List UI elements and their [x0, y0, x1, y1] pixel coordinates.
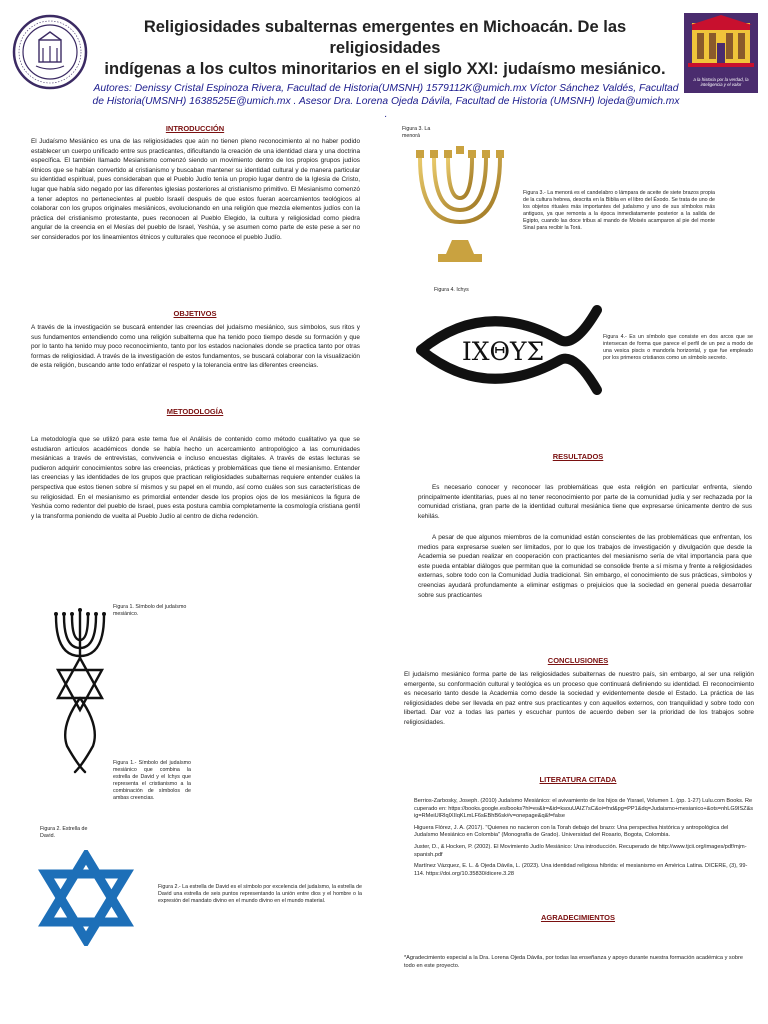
- figure2-caption: Figura 2.- La estrella de David es el símbolo por excelencia del judaísmo, la estrella de David una estrella de seis puntos representando la unión entre dios y el hombre o la expresión del mandato divino en el mundo divino en el mundo material.: [158, 884, 362, 904]
- objetivos-heading: OBJETIVOS: [173, 309, 217, 318]
- resultados-p2: A pesar de que algunos miembros de la comunidad están conscientes de las problemáticas que enfrentan, los medios para expresarse suelen ser limitados, por lo que los trabajos de investigación y divulgación que desde la Academia se puedan realizar en cooperación con practicantes del mesianismo sería de vital importancia para que este pueda entablar diálogos que permitan que la comunidad se consolide frente a sí misma y frente a religiosidades externas, sobre todo con la Comunidad Judía tradicional. Sin embargo, el conocimiento de sus prácticas, símbolos y creencias ayudará profundamente a eliminar estigmas o prejuicios que la sociedad en general pueda desarrollar sobre sus practicantes: [418, 534, 752, 599]
- ichthys-figure: [415, 300, 605, 400]
- ichthys-word: ΙΧΘΥΣ: [461, 337, 545, 366]
- figure2-label: Figura 2. Estrella de David.: [40, 826, 88, 839]
- agradecimientos-text: *Agradecimiento especial a la Dra. Lorena Ojeda Dávila, por todas las enseñanza y apoyo durante nuestra formación académica y sobre todo en este proyecto.: [404, 955, 743, 969]
- faculty-building-icon: [684, 13, 758, 71]
- metodologia-text: La metodología que se utilizó para este tema fue el Análisis de contenido como método cualitativo ya que se estudiaron artículos académicos donde se había hecho un acercamiento antropológico a las comunidades mesiánicas a través de entrevistas, convivencia e incluso encuestas digitales. A través de estas lecturas se pudieron adquirir conocimientos sobre las creencias, prácticas y problemáticas que tiene el mesianismo. Entender las creencias y las identidades de los grupos que practican religiosidades subalternas requiere entender cuáles la perspectiva que estos tienen sobre sí mismos y su papel en el mundo, así como cuáles son sus características de su religiosidad. En el mesianismo es primordial entender desde los propios ojos de los mesiánicos la figura de Yeshúa como redentor del pueblo de Israel, pues esta postura cambia completamente la cosmología cristiana gentil y la transforma poniendo de vuelta al Pueblo Judío al centro de dicha redención.: [31, 436, 360, 520]
- references-list: [414, 798, 754, 878]
- reference-item: Berrios-Zarbosky, Joseph. (2010) Judaísmo Mesiánico: el avivamiento de los hijos de Yisrael, Volumen 1. (pp. 1-27) Lulu.com Books. Recuperado en: https://books.google.es/books?hl=es&lr=&id=ksouUAIZ7sC&oi=fnd&pg=PP1&dq=Judaismo+mesianico+&ots=nhLG9ISZ&sig=RMeiUlRIqlXIIqKLmLF6sEBhB6sk#v=onepage&q&f=false: [414, 798, 754, 820]
- resultados-p1: Es necesario conocer y reconocer las problemáticas que esta religión en particular enfrenta, siendo principalmente identitarias, pues al no tener reconocimiento por parte de la comunidad judía y ser rechazada por la comunidad cristiana, gran parte de la identidad cultural mesiánica tiene que expresarse únicamente dentro de sus kehilás.: [418, 484, 752, 520]
- logo-motto: a la historia por la verdad, la inteligencia y el valor: [693, 77, 749, 87]
- literatura-heading: LITERATURA CITADA: [539, 775, 617, 784]
- conclusiones-text: El judaísmo mesiánico forma parte de las religiosidades subalternas de nuestro país, sin embargo, al ser una religión emergente, su conformación cultural y teológica es un proceso que continuará definiendo su identidad. El reconocimiento es necesario tanto desde la Academia como desde la sociedad y evidentemente desde el Estado. La práctica de las religiosidades debe ser llevada en paz entre sus practicantes y con aquellos externos, con tranquilidad y sobre todo con libertad. Dar voz a todas las partes y escuchar puntos de acuerdo deben ser la prioridad de los trabajos sobre religiosidades.: [404, 671, 754, 726]
- star-of-david-figure: [38, 850, 134, 946]
- figure4-caption: Figura 4.- Es un símbolo que consiste en dos arcos que se intersecan de forma que parece el perfil de un pez a modo de una vesica piscis o mandorla horizontal, y que fue empleado por los primeros cristianos como un símbolo secreto.: [603, 334, 753, 361]
- metodologia-heading: METODOLOGÍA: [166, 407, 224, 416]
- introduccion-text: El Judaísmo Mesiánico es una de las religiosidades que aún no tienen pleno reconocimiento al no haber podido establecer un cuerpo unificado entre sus practicantes, dificultando la creación de una identidad clara y una doctrina específica. El también llamado Mesianismo comenzó siendo un movimiento dentro de los propios grupos judíos étnicos que se habían convertido al cristianismo y buscaban mantener su identidad cultural y de manera particular su identidad espiritual, pues consideraban que el Pueblo Judío tenía un propio lugar dentro de la Iglesia de Cristo, lugar que había sido negado por las diferentes iglesias posteriores al cristianismo primitivo. El Mesianismo comenzó a tener adeptos no pertenecientes al pueblo Israelí después de que estos fueran acercamientos teológicos al colaborar con los grupos originales mesiánicos, evolucionando en una religión que mezcla elementos judíos con la práctica del cristianismo protestante, pues reconocen al Pueblo Elegido, la cultura y religiosidad como piedra angular de la creencia en el Mesías del pueblo de Israel, Yeshúa, y se asumen como parte de este pese a ser no ser considerados por los lineamientos étnicos y culturales que reconoce el pueblo Judío.: [31, 138, 360, 241]
- university-seal: [12, 14, 88, 90]
- messianic-seal-figure: [45, 606, 115, 776]
- reference-item: Juster, D., & Hocken, P. (2002). El Movimiento Judío Mesiánico: Una introducción. Recuperado de http://www.tjcii.org/images/pdf/mjm-spanish.pdf: [414, 843, 747, 858]
- authors-line: Autores: Denissy Cristal Espinoza Rivera, Facultad de Historia(UMSNH) 1579112K@umich.mx Víctor Sánchez Valdés, Facultad de Historia(UMSNH) 1638525E@umich.mx . Asesor Dra. Lorena Ojeda Dávila, Facultad de Historia (UMSNH) lojeda@umich.mx .: [92, 83, 680, 120]
- agradecimientos-heading: AGRADECIMIENTOS: [540, 913, 616, 922]
- reference-item: Martínez Vázquez, E. L. & Ojeda Dávila, L. (2023). Una identidad religiosa híbrida: el mesianismo en América Latina. DICERE, (3), 99-114. https://doi.org/10.35830/dicere.3.28: [414, 863, 748, 877]
- conclusiones-heading: CONCLUSIONES: [547, 656, 609, 665]
- figure3-caption: Figura 3.- La menorá es el candelabro o lámpara de aceite de siete brazos propia de la cultura hebrea, descrita en la Biblia en el libro del Éxodo. Se trata de uno de los objetos rituales más importantes del judaísmo y uno de sus símbolos más antiguos, ya que remonta a la época inmediatamente posterior a la salida de Egipto, cuando las doce tribus al mando de Moisés acamparon al pie del monte Sinaí para recibir la Torá.: [523, 190, 715, 231]
- poster-title: Religiosidades subalternas emergentes en Michoacán. De las religiosidades indígenas a los cultos minoritarios en el siglo XXI: judaísmo mesiánico.: [104, 18, 666, 78]
- objetivos-text: A través de la investigación se buscará entender las creencias del judaísmo mesiánico, sus símbolos, sus ritos y sus fundamentos entendiendo como una religión subalterna que ha tenido poco tiempo desde su formación y que por lo tanto ha tenido muy poco reconocimiento, tanto por los estados nacionales donde se practica tanto por otras formas de religiosidad. A través de la investigación de estos fundamentos, se buscará colaborar con la visualización de esta religión, buscando ante todo enfatizar el respeto y la tolerancia entre las diferentes creencias.: [31, 324, 360, 370]
- figure4-label: Figura 4. Ichys: [434, 287, 469, 293]
- reference-item: Higuera Flórez, J. A. (2017). "Quienes no nacieron con la Torah debajo del brazo: Una perspectiva histórica y antropológica del Judaísmo Mesiánico en Colombia" (Monografía de Grado). Universidad del Rosario, Bogota, Colombia.: [414, 824, 729, 839]
- resultados-heading: RESULTADOS: [552, 452, 604, 461]
- menorah-figure: [400, 140, 520, 270]
- introduccion-heading: INTRODUCCIÓN: [165, 124, 225, 133]
- figure1-caption: Figura 1.- Símbolo del judaísmo mesiánico que combina la estrella de David y el Ichys que representa el cristianismo a la combinación de símbolos de ambas creencias.: [113, 760, 191, 801]
- figure3-label: Figura 3. La menorá: [402, 126, 431, 139]
- faculty-logo: [684, 13, 758, 93]
- figure1-label: Figura 1. Símbolo del judaísmo mesiánico.: [113, 604, 187, 617]
